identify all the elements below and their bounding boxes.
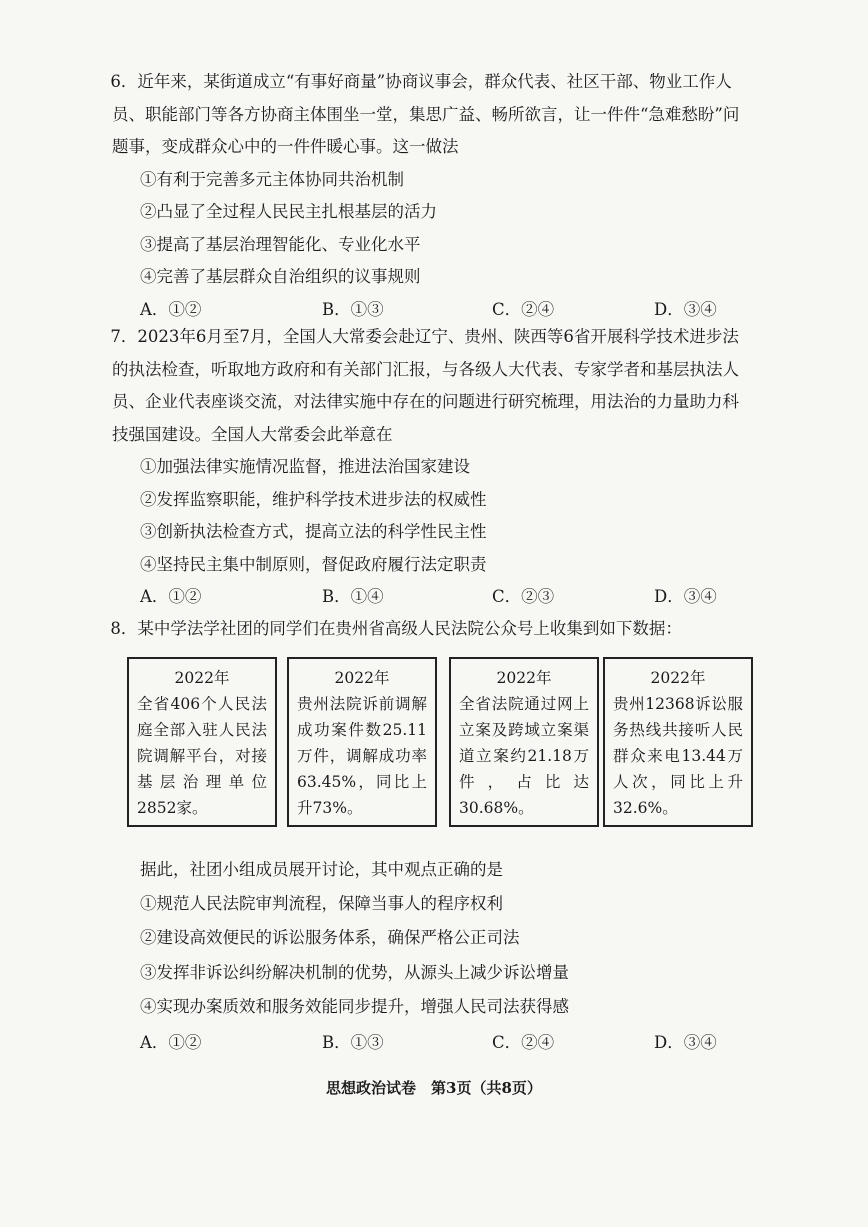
page-footer: 思想政治试卷 第3页（共8页） xyxy=(326,1079,542,1097)
choice-a: A．①② xyxy=(140,587,202,606)
question-7-option-1: ①加强法律实施情况监督，推进法治国家建设 xyxy=(140,457,470,476)
data-box-1 xyxy=(127,657,277,827)
question-8-body xyxy=(112,854,752,1061)
question-6-option-4: ④完善了基层群众自治组织的议事规则 xyxy=(140,267,421,286)
data-box-text: 全省法院通过网上立案及跨域立案渠道立案约21.18万件，占比达30.68%。 xyxy=(459,695,589,817)
data-box-4 xyxy=(603,657,753,827)
question-8-option-3: ③发挥非诉讼纠纷解决机制的优势，从源头上减少诉讼增量 xyxy=(140,962,569,982)
choice-d: D．③④ xyxy=(654,299,717,319)
question-6-option-3: ③提高了基层治理智能化、专业化水平 xyxy=(140,234,421,254)
data-box-text: 贵州12368诉讼服务热线共接听人民群众来电13.44万人次，同比上升32.6%。 xyxy=(613,695,743,817)
data-box-year: 2022年 xyxy=(650,669,706,687)
choice-d: D．③④ xyxy=(654,587,717,606)
question-8-choices xyxy=(112,1025,752,1061)
choice-c: C．②④ xyxy=(492,299,555,319)
data-box-2 xyxy=(287,657,437,827)
data-boxes xyxy=(127,657,755,832)
question-7-option-2: ②发挥监察职能，维护科学技术进步法的权威性 xyxy=(140,489,487,509)
question-8-option-4: ④实现办案质效和服务效能同步提升，增强人民司法获得感 xyxy=(140,997,569,1016)
data-box-year: 2022年 xyxy=(174,669,230,687)
question-6-option-1: ①有利于完善多元主体协同共治机制 xyxy=(140,169,404,189)
question-8-option-2: ②建设高效便民的诉讼服务体系，确保严格公正司法 xyxy=(140,928,520,947)
question-6-option-2: ②凸显了全过程人民民主扎根基层的活力 xyxy=(140,202,437,221)
question-6-stem: 6．近年来，某街道成立“有事好商量”协商议事会，群众代表、社区干部、物业工作人员、职能部门等各方协商主体围坐一堂，集思广益、畅所欲言，让一件件“急难愁盼”问题事，变成群众心中的一件件暖心事。这一做法 xyxy=(110,72,740,156)
choice-c: C．②③ xyxy=(492,587,555,606)
data-box-3 xyxy=(449,657,599,827)
question-7-option-4: ④坚持民主集中制原则，督促政府履行法定职责 xyxy=(140,554,487,574)
question-8-lead: 据此，社团小组成员展开讨论，其中观点正确的是 xyxy=(140,860,503,879)
choice-a: A．①② xyxy=(140,299,202,319)
choice-a: A．①② xyxy=(140,1032,202,1052)
question-8-stem: 8．某中学法学社团的同学们在贵州省高级人民法院公众号上收集到如下数据： xyxy=(110,619,682,638)
data-box-year: 2022年 xyxy=(334,669,390,687)
choice-b: B．①③ xyxy=(322,1032,384,1052)
data-box-year: 2022年 xyxy=(496,669,552,687)
question-7-stem: 7．2023年6月至7月，全国人大常委会赴辽宁、贵州、陕西等6省开展科学技术进步法的执法检查，听取地方政府和有关部门汇报，与各级人大代表、专家学者和基层执法人员、企业代表座谈交流，对法律实施中存在的问题进行研究梳理，用法治的力量助力科技强国建设。全国人大常委会此举意在 xyxy=(110,327,739,444)
choice-b: B．①③ xyxy=(322,299,384,319)
data-box-text: 贵州法院诉前调解成功案件数25.11万件，调解成功率63.45%，同比上升73%。 xyxy=(297,695,427,817)
choice-b: B．①④ xyxy=(322,587,384,606)
question-6 xyxy=(112,66,752,326)
question-8-option-1: ①规范人民法院审判流程，保障当事人的程序权利 xyxy=(140,893,503,913)
choice-d: D．③④ xyxy=(654,1032,717,1052)
choice-c: C．②④ xyxy=(492,1032,555,1052)
data-box-text: 全省406个人民法庭全部入驻人民法院调解平台，对接基层治理单位2852家。 xyxy=(137,695,267,817)
question-7-option-3: ③创新执法检查方式，提高立法的科学性民主性 xyxy=(140,522,487,541)
question-8-stem-block xyxy=(112,613,752,646)
question-7-choices xyxy=(112,581,752,613)
question-7 xyxy=(112,321,752,613)
